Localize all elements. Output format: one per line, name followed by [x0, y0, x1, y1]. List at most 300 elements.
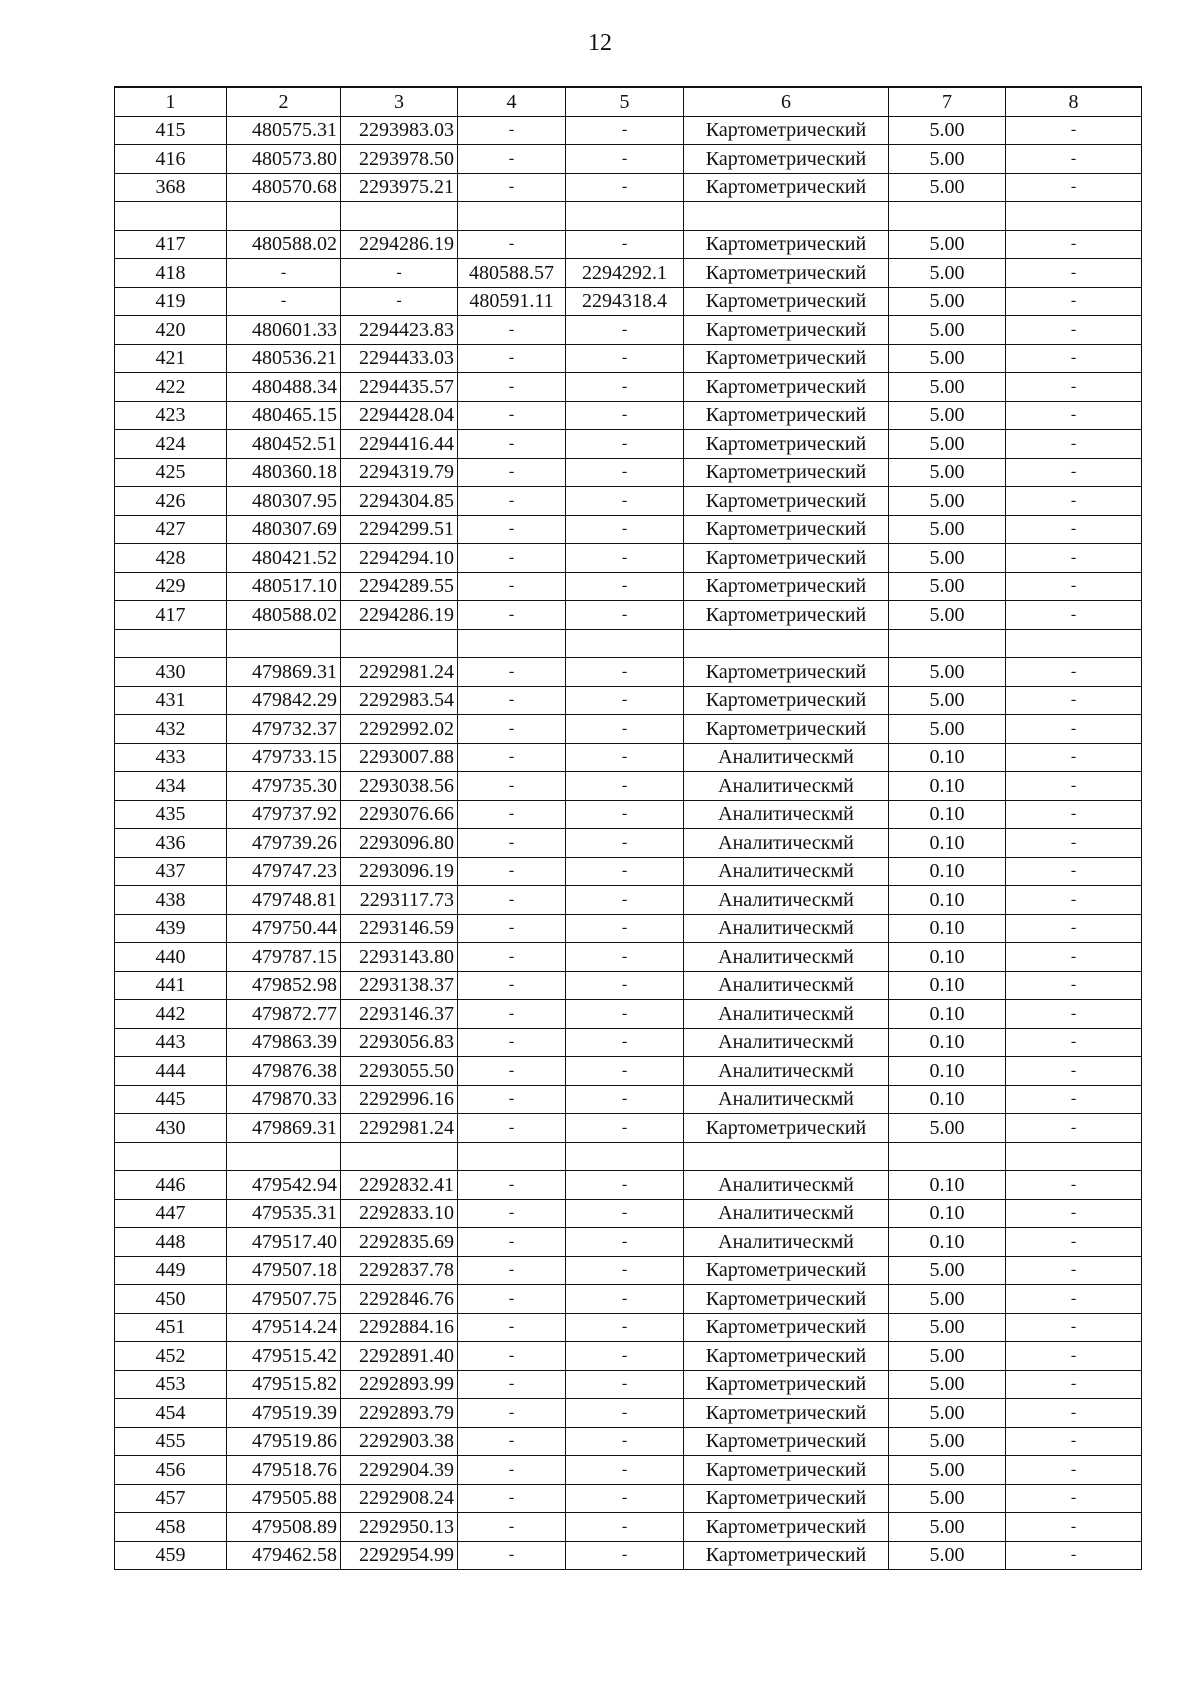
- x-new-coordinate-cell: -: [458, 373, 566, 402]
- method-cell: Картометрический: [684, 1285, 889, 1314]
- x-new-coordinate-cell: -: [458, 1114, 566, 1143]
- x-new-coordinate-cell: -: [458, 1541, 566, 1570]
- table-row: [115, 715, 1142, 744]
- table-row: [115, 230, 1142, 259]
- accuracy-cell: 5.00: [889, 487, 1006, 516]
- y-coordinate-cell: 2292983.54: [341, 686, 458, 715]
- description-cell: -: [1006, 1484, 1142, 1513]
- method-cell: Картометрический: [684, 1484, 889, 1513]
- table-row: [115, 1085, 1142, 1114]
- x-new-coordinate-cell: [458, 1142, 566, 1171]
- point-number-cell: 431: [115, 686, 227, 715]
- y-new-coordinate-cell: -: [566, 1370, 684, 1399]
- accuracy-cell: 5.00: [889, 572, 1006, 601]
- table-row: [115, 173, 1142, 202]
- description-cell: -: [1006, 287, 1142, 316]
- separator-row: [115, 1142, 1142, 1171]
- x-new-coordinate-cell: -: [458, 1057, 566, 1086]
- point-number-cell: 455: [115, 1427, 227, 1456]
- y-coordinate-cell: 2294286.19: [341, 601, 458, 630]
- accuracy-cell: 0.10: [889, 829, 1006, 858]
- method-cell: Картометрический: [684, 1513, 889, 1542]
- accuracy-cell: 0.10: [889, 1000, 1006, 1029]
- x-coordinate-cell: 479732.37: [227, 715, 341, 744]
- table-row: [115, 1513, 1142, 1542]
- x-coordinate-cell: 479737.92: [227, 800, 341, 829]
- accuracy-cell: 5.00: [889, 401, 1006, 430]
- accuracy-cell: 0.10: [889, 971, 1006, 1000]
- x-new-coordinate-cell: -: [458, 1513, 566, 1542]
- y-new-coordinate-cell: -: [566, 715, 684, 744]
- y-new-coordinate-cell: 2294292.1: [566, 259, 684, 288]
- x-coordinate-cell: 479535.31: [227, 1199, 341, 1228]
- x-coordinate-cell: -: [227, 259, 341, 288]
- description-cell: -: [1006, 316, 1142, 345]
- y-coordinate-cell: 2293038.56: [341, 772, 458, 801]
- y-coordinate-cell: 2293117.73: [341, 886, 458, 915]
- x-coordinate-cell: 479739.26: [227, 829, 341, 858]
- table-row: [115, 1427, 1142, 1456]
- table-row: [115, 1285, 1142, 1314]
- description-cell: -: [1006, 1541, 1142, 1570]
- point-number-cell: 432: [115, 715, 227, 744]
- y-coordinate-cell: [341, 629, 458, 658]
- y-coordinate-cell: 2294416.44: [341, 430, 458, 459]
- point-number-cell: 456: [115, 1456, 227, 1485]
- table-row: [115, 1313, 1142, 1342]
- y-new-coordinate-cell: -: [566, 1085, 684, 1114]
- description-cell: -: [1006, 1427, 1142, 1456]
- y-coordinate-cell: 2293978.50: [341, 145, 458, 174]
- description-cell: -: [1006, 1513, 1142, 1542]
- description-cell: -: [1006, 116, 1142, 145]
- description-cell: -: [1006, 259, 1142, 288]
- x-new-coordinate-cell: -: [458, 1313, 566, 1342]
- x-new-coordinate-cell: -: [458, 1427, 566, 1456]
- y-new-coordinate-cell: -: [566, 401, 684, 430]
- y-new-coordinate-cell: -: [566, 344, 684, 373]
- y-new-coordinate-cell: -: [566, 658, 684, 687]
- y-new-coordinate-cell: -: [566, 173, 684, 202]
- method-cell: Картометрический: [684, 1114, 889, 1143]
- description-cell: [1006, 629, 1142, 658]
- x-new-coordinate-cell: -: [458, 116, 566, 145]
- y-coordinate-cell: [341, 1142, 458, 1171]
- x-new-coordinate-cell: -: [458, 1370, 566, 1399]
- method-cell: Аналитическмй: [684, 800, 889, 829]
- x-new-coordinate-cell: -: [458, 230, 566, 259]
- column-header-1: 1: [115, 87, 227, 116]
- table-row: [115, 1256, 1142, 1285]
- table-row: [115, 686, 1142, 715]
- method-cell: Аналитическмй: [684, 1028, 889, 1057]
- x-coordinate-cell: 479515.42: [227, 1342, 341, 1371]
- y-new-coordinate-cell: 2294318.4: [566, 287, 684, 316]
- point-number-cell: 435: [115, 800, 227, 829]
- y-new-coordinate-cell: [566, 1142, 684, 1171]
- table-header-row: [115, 87, 1142, 116]
- point-number-cell: 446: [115, 1171, 227, 1200]
- x-new-coordinate-cell: -: [458, 1342, 566, 1371]
- table-row: [115, 829, 1142, 858]
- description-cell: -: [1006, 971, 1142, 1000]
- column-header-5: 5: [566, 87, 684, 116]
- y-new-coordinate-cell: -: [566, 145, 684, 174]
- x-coordinate-cell: 479787.15: [227, 943, 341, 972]
- method-cell: Картометрический: [684, 316, 889, 345]
- accuracy-cell: 0.10: [889, 743, 1006, 772]
- method-cell: Картометрический: [684, 572, 889, 601]
- accuracy-cell: 0.10: [889, 914, 1006, 943]
- method-cell: Аналитическмй: [684, 829, 889, 858]
- y-coordinate-cell: 2292884.16: [341, 1313, 458, 1342]
- x-new-coordinate-cell: -: [458, 1171, 566, 1200]
- accuracy-cell: 5.00: [889, 1456, 1006, 1485]
- x-coordinate-cell: 480588.02: [227, 230, 341, 259]
- y-new-coordinate-cell: -: [566, 914, 684, 943]
- accuracy-cell: 5.00: [889, 544, 1006, 573]
- y-new-coordinate-cell: -: [566, 686, 684, 715]
- method-cell: Аналитическмй: [684, 772, 889, 801]
- y-coordinate-cell: 2292950.13: [341, 1513, 458, 1542]
- y-coordinate-cell: 2293983.03: [341, 116, 458, 145]
- point-number-cell: 417: [115, 230, 227, 259]
- accuracy-cell: 5.00: [889, 1370, 1006, 1399]
- y-coordinate-cell: 2293146.59: [341, 914, 458, 943]
- x-new-coordinate-cell: -: [458, 430, 566, 459]
- table-row: [115, 430, 1142, 459]
- table-row: [115, 743, 1142, 772]
- y-coordinate-cell: 2293975.21: [341, 173, 458, 202]
- accuracy-cell: 5.00: [889, 1427, 1006, 1456]
- description-cell: -: [1006, 458, 1142, 487]
- x-coordinate-cell: 479863.39: [227, 1028, 341, 1057]
- y-coordinate-cell: 2292893.79: [341, 1399, 458, 1428]
- y-coordinate-cell: 2293143.80: [341, 943, 458, 972]
- accuracy-cell: 5.00: [889, 1484, 1006, 1513]
- y-new-coordinate-cell: -: [566, 316, 684, 345]
- method-cell: Аналитическмй: [684, 1171, 889, 1200]
- method-cell: Картометрический: [684, 1370, 889, 1399]
- table-row: [115, 857, 1142, 886]
- accuracy-cell: 0.10: [889, 1085, 1006, 1114]
- accuracy-cell: 5.00: [889, 259, 1006, 288]
- x-new-coordinate-cell: [458, 202, 566, 231]
- x-coordinate-cell: 480536.21: [227, 344, 341, 373]
- description-cell: -: [1006, 857, 1142, 886]
- description-cell: -: [1006, 1028, 1142, 1057]
- method-cell: Картометрический: [684, 1456, 889, 1485]
- description-cell: -: [1006, 914, 1142, 943]
- x-coordinate-cell: 479518.76: [227, 1456, 341, 1485]
- accuracy-cell: 0.10: [889, 1199, 1006, 1228]
- method-cell: Картометрический: [684, 601, 889, 630]
- y-coordinate-cell: 2292833.10: [341, 1199, 458, 1228]
- method-cell: Аналитическмй: [684, 1000, 889, 1029]
- y-new-coordinate-cell: -: [566, 230, 684, 259]
- point-number-cell: 451: [115, 1313, 227, 1342]
- description-cell: -: [1006, 1313, 1142, 1342]
- y-coordinate-cell: 2294423.83: [341, 316, 458, 345]
- y-new-coordinate-cell: -: [566, 544, 684, 573]
- table-row: [115, 259, 1142, 288]
- y-coordinate-cell: -: [341, 287, 458, 316]
- x-coordinate-cell: 480488.34: [227, 373, 341, 402]
- x-coordinate-cell: 480588.02: [227, 601, 341, 630]
- point-number-cell: 429: [115, 572, 227, 601]
- x-coordinate-cell: 479507.75: [227, 1285, 341, 1314]
- point-number-cell: 444: [115, 1057, 227, 1086]
- method-cell: Картометрический: [684, 515, 889, 544]
- point-number-cell: 417: [115, 601, 227, 630]
- y-coordinate-cell: 2294428.04: [341, 401, 458, 430]
- accuracy-cell: 5.00: [889, 1513, 1006, 1542]
- accuracy-cell: 0.10: [889, 1028, 1006, 1057]
- y-new-coordinate-cell: -: [566, 373, 684, 402]
- method-cell: Аналитическмй: [684, 1228, 889, 1257]
- accuracy-cell: 5.00: [889, 658, 1006, 687]
- x-coordinate-cell: 479735.30: [227, 772, 341, 801]
- point-number-cell: 430: [115, 1114, 227, 1143]
- method-cell: Картометрический: [684, 1427, 889, 1456]
- method-cell: Картометрический: [684, 686, 889, 715]
- y-new-coordinate-cell: -: [566, 886, 684, 915]
- y-new-coordinate-cell: -: [566, 430, 684, 459]
- description-cell: -: [1006, 1171, 1142, 1200]
- method-cell: Картометрический: [684, 1256, 889, 1285]
- y-coordinate-cell: 2293076.66: [341, 800, 458, 829]
- description-cell: -: [1006, 1370, 1142, 1399]
- point-number-cell: 436: [115, 829, 227, 858]
- x-coordinate-cell: [227, 629, 341, 658]
- method-cell: Картометрический: [684, 1541, 889, 1570]
- y-coordinate-cell: 2293055.50: [341, 1057, 458, 1086]
- y-new-coordinate-cell: -: [566, 1427, 684, 1456]
- accuracy-cell: 5.00: [889, 515, 1006, 544]
- y-new-coordinate-cell: -: [566, 1114, 684, 1143]
- method-cell: [684, 1142, 889, 1171]
- accuracy-cell: 0.10: [889, 772, 1006, 801]
- method-cell: Картометрический: [684, 230, 889, 259]
- description-cell: -: [1006, 544, 1142, 573]
- x-new-coordinate-cell: -: [458, 800, 566, 829]
- accuracy-cell: 5.00: [889, 1114, 1006, 1143]
- point-number-cell: 423: [115, 401, 227, 430]
- point-number-cell: 457: [115, 1484, 227, 1513]
- table-body: [115, 87, 1142, 1570]
- method-cell: Картометрический: [684, 1313, 889, 1342]
- table-row: [115, 971, 1142, 1000]
- accuracy-cell: 5.00: [889, 686, 1006, 715]
- description-cell: -: [1006, 1456, 1142, 1485]
- y-coordinate-cell: 2293146.37: [341, 1000, 458, 1029]
- y-coordinate-cell: [341, 202, 458, 231]
- point-number-cell: [115, 1142, 227, 1171]
- y-coordinate-cell: 2292904.39: [341, 1456, 458, 1485]
- x-new-coordinate-cell: -: [458, 1285, 566, 1314]
- table-row: [115, 943, 1142, 972]
- description-cell: [1006, 1142, 1142, 1171]
- x-coordinate-cell: 479515.82: [227, 1370, 341, 1399]
- x-coordinate-cell: 479542.94: [227, 1171, 341, 1200]
- column-header-8: 8: [1006, 87, 1142, 116]
- table-row: [115, 1228, 1142, 1257]
- page-number: 12: [588, 30, 612, 56]
- method-cell: Картометрический: [684, 373, 889, 402]
- x-coordinate-cell: 479852.98: [227, 971, 341, 1000]
- y-new-coordinate-cell: -: [566, 116, 684, 145]
- table-row: [115, 1484, 1142, 1513]
- accuracy-cell: [889, 202, 1006, 231]
- accuracy-cell: 5.00: [889, 173, 1006, 202]
- description-cell: -: [1006, 515, 1142, 544]
- y-coordinate-cell: 2292996.16: [341, 1085, 458, 1114]
- x-new-coordinate-cell: -: [458, 1028, 566, 1057]
- x-new-coordinate-cell: -: [458, 601, 566, 630]
- x-new-coordinate-cell: -: [458, 1456, 566, 1485]
- table-row: [115, 658, 1142, 687]
- method-cell: Картометрический: [684, 259, 889, 288]
- y-new-coordinate-cell: -: [566, 572, 684, 601]
- method-cell: Картометрический: [684, 116, 889, 145]
- y-new-coordinate-cell: -: [566, 743, 684, 772]
- y-coordinate-cell: 2292954.99: [341, 1541, 458, 1570]
- description-cell: -: [1006, 1114, 1142, 1143]
- point-number-cell: 439: [115, 914, 227, 943]
- accuracy-cell: 5.00: [889, 287, 1006, 316]
- table-row: [115, 1171, 1142, 1200]
- y-new-coordinate-cell: -: [566, 1199, 684, 1228]
- y-new-coordinate-cell: -: [566, 1256, 684, 1285]
- coordinates-table: [114, 86, 1142, 1570]
- description-cell: -: [1006, 715, 1142, 744]
- column-header-2: 2: [227, 87, 341, 116]
- x-coordinate-cell: 479870.33: [227, 1085, 341, 1114]
- x-coordinate-cell: 479508.89: [227, 1513, 341, 1542]
- accuracy-cell: 5.00: [889, 1342, 1006, 1371]
- column-header-6: 6: [684, 87, 889, 116]
- table-row: [115, 772, 1142, 801]
- x-coordinate-cell: 480573.80: [227, 145, 341, 174]
- x-new-coordinate-cell: -: [458, 715, 566, 744]
- x-new-coordinate-cell: -: [458, 886, 566, 915]
- y-new-coordinate-cell: -: [566, 1399, 684, 1428]
- y-coordinate-cell: 2294299.51: [341, 515, 458, 544]
- point-number-cell: 422: [115, 373, 227, 402]
- point-number-cell: 442: [115, 1000, 227, 1029]
- y-coordinate-cell: 2292903.38: [341, 1427, 458, 1456]
- table-row: [115, 515, 1142, 544]
- accuracy-cell: 0.10: [889, 1171, 1006, 1200]
- description-cell: -: [1006, 1057, 1142, 1086]
- x-new-coordinate-cell: -: [458, 1484, 566, 1513]
- method-cell: Аналитическмй: [684, 886, 889, 915]
- table-row: [115, 373, 1142, 402]
- point-number-cell: 433: [115, 743, 227, 772]
- description-cell: -: [1006, 886, 1142, 915]
- y-coordinate-cell: 2292981.24: [341, 1114, 458, 1143]
- x-coordinate-cell: 480601.33: [227, 316, 341, 345]
- accuracy-cell: 5.00: [889, 1285, 1006, 1314]
- description-cell: -: [1006, 1256, 1142, 1285]
- description-cell: -: [1006, 1228, 1142, 1257]
- x-new-coordinate-cell: -: [458, 857, 566, 886]
- table-row: [115, 287, 1142, 316]
- description-cell: -: [1006, 487, 1142, 516]
- x-new-coordinate-cell: -: [458, 344, 566, 373]
- accuracy-cell: 5.00: [889, 1313, 1006, 1342]
- description-cell: -: [1006, 145, 1142, 174]
- method-cell: Аналитическмй: [684, 914, 889, 943]
- y-coordinate-cell: 2293096.80: [341, 829, 458, 858]
- x-new-coordinate-cell: -: [458, 1228, 566, 1257]
- x-new-coordinate-cell: -: [458, 458, 566, 487]
- x-new-coordinate-cell: [458, 629, 566, 658]
- point-number-cell: 424: [115, 430, 227, 459]
- description-cell: [1006, 202, 1142, 231]
- method-cell: Картометрический: [684, 430, 889, 459]
- description-cell: -: [1006, 601, 1142, 630]
- table-row: [115, 914, 1142, 943]
- x-new-coordinate-cell: -: [458, 943, 566, 972]
- x-coordinate-cell: 479748.81: [227, 886, 341, 915]
- x-new-coordinate-cell: -: [458, 1199, 566, 1228]
- x-coordinate-cell: 479869.31: [227, 658, 341, 687]
- description-cell: -: [1006, 1285, 1142, 1314]
- table-row: [115, 572, 1142, 601]
- x-new-coordinate-cell: -: [458, 316, 566, 345]
- method-cell: Картометрический: [684, 1399, 889, 1428]
- point-number-cell: 452: [115, 1342, 227, 1371]
- y-new-coordinate-cell: [566, 629, 684, 658]
- x-coordinate-cell: 480421.52: [227, 544, 341, 573]
- point-number-cell: 450: [115, 1285, 227, 1314]
- table-row: [115, 1057, 1142, 1086]
- accuracy-cell: 5.00: [889, 344, 1006, 373]
- x-coordinate-cell: 480307.69: [227, 515, 341, 544]
- y-new-coordinate-cell: -: [566, 601, 684, 630]
- point-number-cell: 415: [115, 116, 227, 145]
- separator-row: [115, 202, 1142, 231]
- y-new-coordinate-cell: -: [566, 1513, 684, 1542]
- y-coordinate-cell: 2294286.19: [341, 230, 458, 259]
- method-cell: Картометрический: [684, 544, 889, 573]
- description-cell: -: [1006, 572, 1142, 601]
- point-number-cell: 430: [115, 658, 227, 687]
- method-cell: [684, 202, 889, 231]
- table-row: [115, 1028, 1142, 1057]
- accuracy-cell: 5.00: [889, 1541, 1006, 1570]
- x-new-coordinate-cell: -: [458, 829, 566, 858]
- point-number-cell: 428: [115, 544, 227, 573]
- accuracy-cell: 5.00: [889, 430, 1006, 459]
- y-new-coordinate-cell: -: [566, 487, 684, 516]
- x-coordinate-cell: 480307.95: [227, 487, 341, 516]
- x-new-coordinate-cell: -: [458, 743, 566, 772]
- method-cell: Картометрический: [684, 287, 889, 316]
- y-new-coordinate-cell: -: [566, 458, 684, 487]
- table-row: [115, 1399, 1142, 1428]
- point-number-cell: 438: [115, 886, 227, 915]
- point-number-cell: 426: [115, 487, 227, 516]
- point-number-cell: [115, 202, 227, 231]
- table-row: [115, 1541, 1142, 1570]
- table-row: [115, 1114, 1142, 1143]
- accuracy-cell: 5.00: [889, 373, 1006, 402]
- point-number-cell: 437: [115, 857, 227, 886]
- y-new-coordinate-cell: -: [566, 1000, 684, 1029]
- point-number-cell: 427: [115, 515, 227, 544]
